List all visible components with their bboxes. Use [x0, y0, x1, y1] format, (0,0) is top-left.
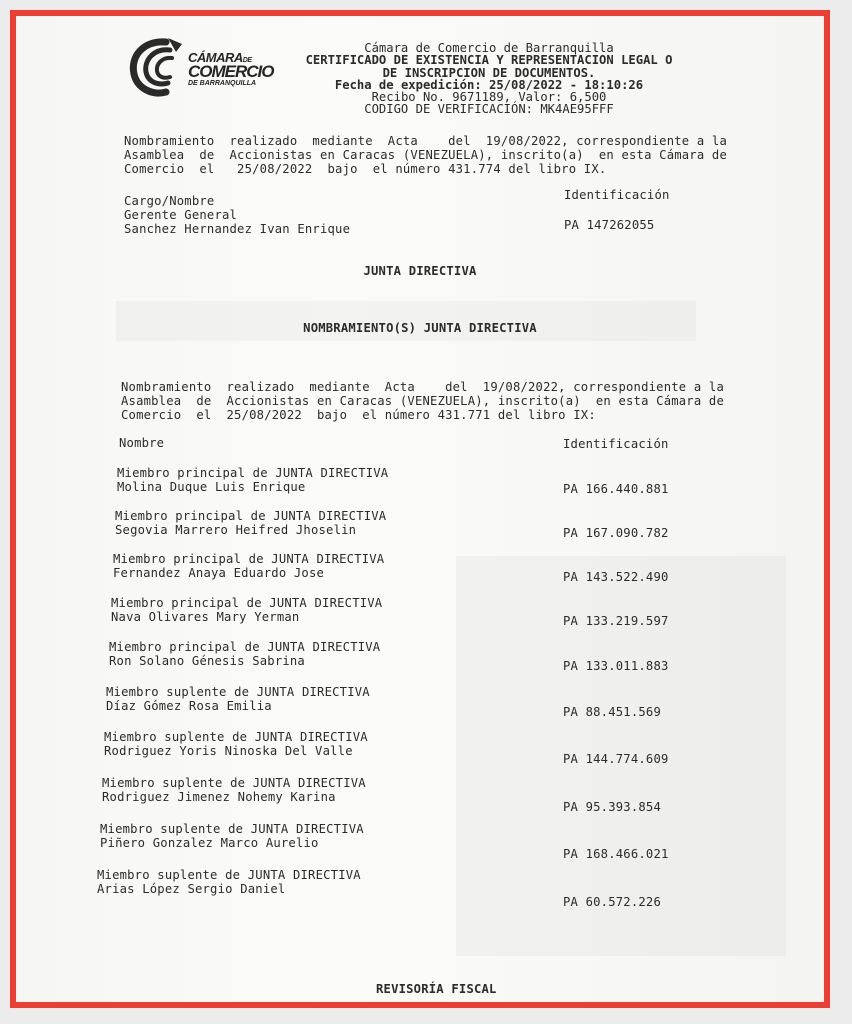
- column-header-identification: Identificación: [564, 188, 670, 202]
- certificate-page: [16, 16, 824, 1002]
- member-name: Piñero Gonzalez Marco Aurelio: [100, 836, 319, 850]
- member-role: Miembro principal de JUNTA DIRECTIVA: [115, 509, 387, 523]
- certificate-header: [274, 42, 704, 116]
- certificate-title-line1: CERTIFICADO DE EXISTENCIA Y REPRESENTACION LEGAL O: [305, 53, 673, 68]
- member-id: PA 143.522.490: [563, 570, 669, 584]
- logo-text-comercio: COMERCIO: [188, 62, 274, 81]
- member-role: Miembro suplente de JUNTA DIRECTIVA: [106, 685, 370, 699]
- member-role: Miembro suplente de JUNTA DIRECTIVA: [102, 776, 366, 790]
- receipt-info: Recibo No. 9671189, Valor: 6,500: [371, 90, 607, 105]
- logo-text-de: DE: [242, 57, 252, 64]
- member-role: Miembro principal de JUNTA DIRECTIVA: [111, 596, 383, 610]
- appointment1-line2: Asamblea de Accionistas en Caracas (VENEZUELA), inscrito(a) en esta Cámara de: [124, 148, 727, 162]
- member-role: Miembro principal de JUNTA DIRECTIVA: [109, 640, 381, 654]
- member-id: PA 167.090.782: [563, 526, 669, 540]
- member-role: Miembro suplente de JUNTA DIRECTIVA: [100, 822, 364, 836]
- member-name: Segovia Marrero Heifred Jhoselin: [115, 523, 357, 537]
- member-name: Ron Solano Génesis Sabrina: [109, 654, 305, 668]
- member-role: Miembro suplente de JUNTA DIRECTIVA: [97, 868, 361, 882]
- section-nombramientos-junta: NOMBRAMIENTO(S) JUNTA DIRECTIVA: [303, 321, 537, 335]
- logo-text-barranquilla: DE BARRANQUILLA: [188, 80, 257, 87]
- member-role: Miembro principal de JUNTA DIRECTIVA: [113, 552, 385, 566]
- legal-rep-role: Gerente General: [124, 208, 238, 222]
- member-id: PA 133.219.597: [563, 614, 669, 628]
- member-id: PA 133.011.883: [563, 659, 669, 673]
- member-name: Díaz Gómez Rosa Emilia: [106, 699, 272, 713]
- appointment2-line1: Nombramiento realizado mediante Acta del 19/08/2022, correspondiente a la: [121, 380, 724, 394]
- legal-rep-id: PA 147262055: [564, 218, 655, 232]
- member-role: Miembro suplente de JUNTA DIRECTIVA: [104, 730, 368, 744]
- section-junta-directiva: JUNTA DIRECTIVA: [363, 264, 477, 278]
- verification-code: CODIGO DE VERIFICACIÓN: MK4AE95FFF: [364, 102, 614, 117]
- member-id: PA 168.466.021: [563, 847, 669, 861]
- appointment1-line1: Nombramiento realizado mediante Acta del 19/08/2022, correspondiente a la: [124, 134, 727, 148]
- member-id: PA 88.451.569: [563, 705, 661, 719]
- legal-rep-name: Sanchez Hernandez Ivan Enrique: [124, 222, 351, 236]
- issue-date: Fecha de expedición: 25/08/2022 - 18:10:26: [334, 77, 644, 92]
- chamber-name: Cámara de Comercio de Barranquilla: [364, 41, 614, 55]
- member-name: Rodriguez Jimenez Nohemy Karina: [102, 790, 336, 804]
- column-header-name: Nombre: [119, 436, 165, 450]
- camara-comercio-logo: [126, 34, 276, 104]
- column-header-identification: Identificación: [563, 437, 669, 451]
- appointment1-line3: Comercio el 25/08/2022 bajo el número 431.774 del libro IX.: [124, 162, 607, 176]
- member-name: Rodriguez Yoris Ninoska Del Valle: [104, 744, 353, 758]
- member-id: PA 95.393.854: [563, 800, 661, 814]
- member-role: Miembro principal de JUNTA DIRECTIVA: [117, 466, 389, 480]
- logo-swirl-icon: [126, 34, 196, 104]
- member-name: Molina Duque Luis Enrique: [117, 480, 306, 494]
- logo-text-camara: CÁMARA: [188, 50, 243, 65]
- member-id: PA 166.440.881: [563, 482, 669, 496]
- document-photo-frame: [10, 10, 830, 1008]
- section-revisoria-fiscal: REVISORÍA FISCAL: [376, 982, 497, 996]
- appointment2-line2: Asamblea de Accionistas en Caracas (VENEZUELA), inscrito(a) en esta Cámara de: [121, 394, 724, 408]
- appointment2-line3: Comercio el 25/08/2022 bajo el número 431.771 del libro IX:: [121, 408, 596, 422]
- member-id: PA 60.572.226: [563, 895, 661, 909]
- column-header-role: Cargo/Nombre: [124, 194, 215, 208]
- certificate-title-line2: DE INSCRIPCION DE DOCUMENTOS.: [382, 65, 596, 80]
- member-name: Fernandez Anaya Eduardo Jose: [113, 566, 325, 580]
- member-id: PA 144.774.609: [563, 752, 669, 766]
- member-name: Nava Olivares Mary Yerman: [111, 610, 300, 624]
- member-name: Arias López Sergio Daniel: [97, 882, 286, 896]
